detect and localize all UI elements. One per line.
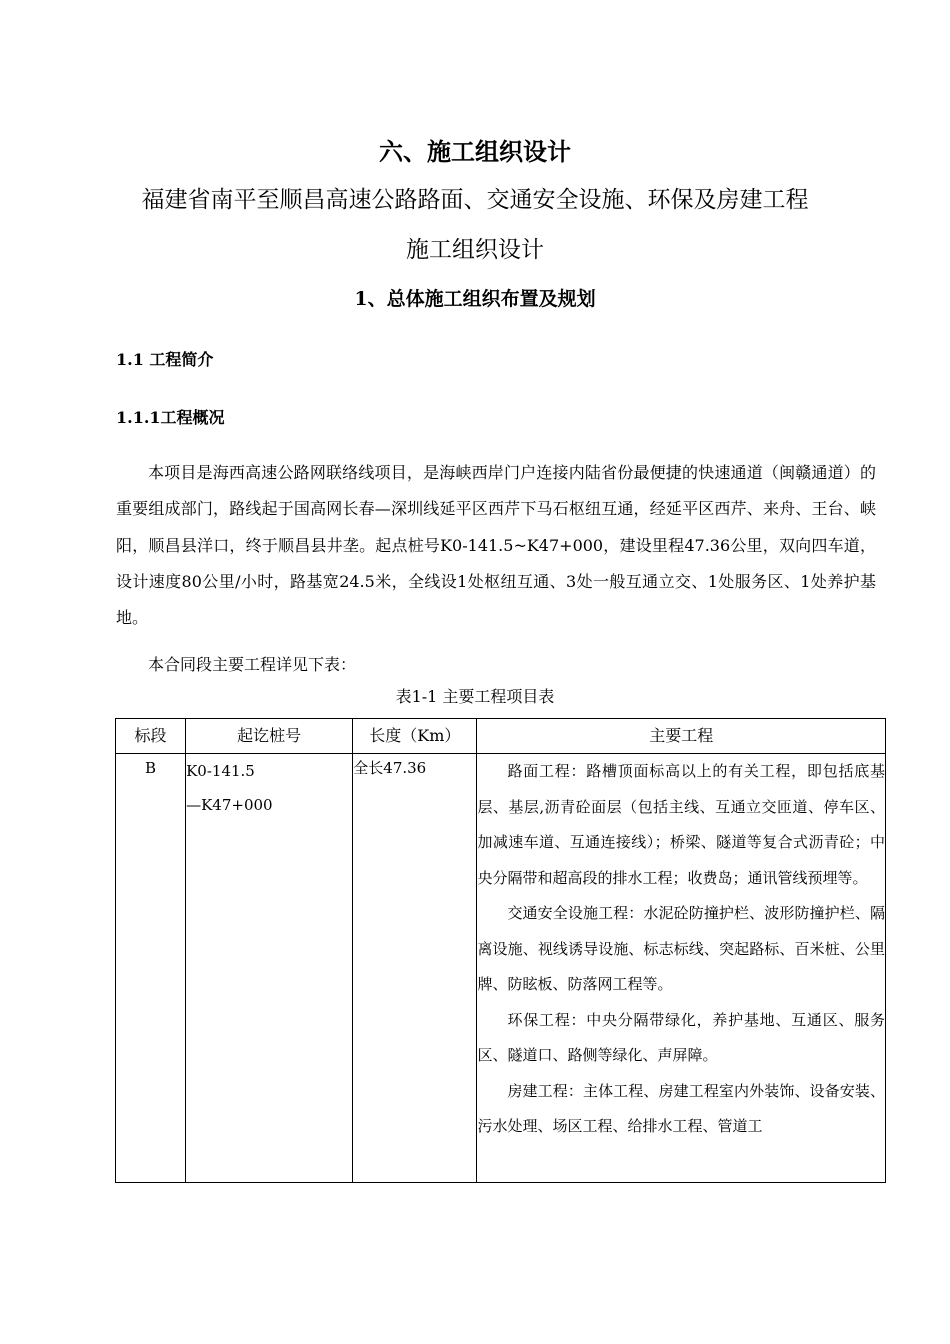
section-title: 1、总体施工组织布置及规划 [354, 288, 596, 310]
header-segment: 标段 [116, 719, 186, 754]
table-header-row [116, 719, 886, 754]
works-environmental: 环保工程：中央分隔带绿化，养护基地、互通区、服务区、隧道口、路侧等绿化、声屏障。 [477, 1010, 885, 1064]
cell-station-range [186, 754, 353, 1183]
main-works-table [115, 718, 886, 1183]
heading-project-summary: 1.1.1工程概况 [116, 408, 225, 427]
header-station-range: 起讫桩号 [186, 719, 353, 754]
cell-segment: B [116, 754, 186, 1183]
document-title: 六、施工组织设计 [379, 137, 571, 166]
station-start: K0-141.5 [186, 762, 255, 780]
table-row [116, 754, 886, 1183]
table-intro-paragraph: 本合同段主要工程详见下表： [148, 655, 357, 674]
works-pavement: 路面工程：路槽顶面标高以上的有关工程，即包括底基层、基层,沥青砼面层（包括主线、互通立交匝道、停车区、加减速车道、互通连接线）；桥梁、隧道等复合式沥青砼；中央分隔带和超高段的排水工程；收费岛；通讯管线预埋等。 [477, 762, 885, 887]
table-caption: 表1-1 主要工程项目表 [395, 687, 555, 706]
heading-project-overview: 1.1 工程简介 [116, 350, 214, 369]
project-name-line-2: 施工组织设计 [406, 237, 544, 263]
header-length: 长度（Km） [353, 719, 477, 754]
works-traffic-safety: 交通安全设施工程：水泥砼防撞护栏、波形防撞护栏、隔离设施、视线诱导设施、标志标线、突起路标、百米桩、公里牌、防眩板、防落网工程等。 [477, 904, 885, 993]
header-main-works: 主要工程 [477, 719, 886, 754]
cell-main-works [477, 754, 886, 1183]
cell-length: 全长47.36 [353, 754, 477, 1183]
intro-paragraph: 本项目是海西高速公路网联络线项目，是海峡西岸门户连接内陆省份最便捷的快速通道（闽赣通道）的重要组成部门，路线起于国高网长春—深圳线延平区西芹下马石枢纽互通，经延平区西芹、来舟、王台、峡阳，顺昌县洋口，终于顺昌县井垄。起点桩号K0-141.5~K47+000，建设里程47.36公里，双向四车道，设计速度80公里/小时，路基宽24.5米，全线设1处枢纽互通、3处一般互通立交、1处服务区、1处养护基地。 [116, 463, 876, 628]
station-end: —K47+000 [186, 796, 273, 814]
works-building: 房建工程：主体工程、房建工程室内外装饰、设备安装、污水处理、场区工程、给排水工程、管道工 [477, 1081, 885, 1135]
project-name-line-1: 福建省南平至顺昌高速公路路面、交通安全设施、环保及房建工程 [141, 187, 809, 213]
